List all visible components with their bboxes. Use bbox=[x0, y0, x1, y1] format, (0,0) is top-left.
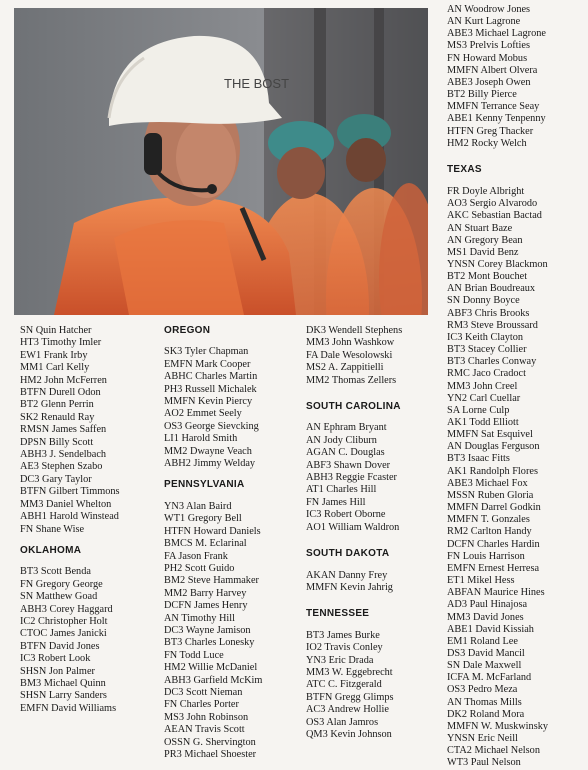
roster-name: AN Douglas Ferguson bbox=[447, 441, 540, 453]
roster-name: EMFN David Williams bbox=[20, 702, 117, 714]
roster-name: SN Matthew Goad bbox=[20, 591, 98, 603]
roster-name: WT3 Paul Nelson bbox=[447, 757, 521, 769]
roster-name: AO1 William Waldron bbox=[306, 521, 400, 533]
roster-name: HM2 Willie McDaniel bbox=[164, 662, 258, 674]
roster-name: FA Jason Frank bbox=[164, 550, 228, 562]
roster-name: DCFN Charles Hardin bbox=[447, 538, 540, 550]
state-heading-oklahoma: OKLAHOMA bbox=[20, 544, 82, 556]
roster-name: ABH3 J. Sendelbach bbox=[20, 449, 107, 461]
roster-name: BM3 Michael Quinn bbox=[20, 677, 106, 689]
roster-name: ICFA M. McFarland bbox=[447, 672, 532, 684]
column-1 bbox=[20, 325, 120, 715]
roster-name: PH2 Scott Guido bbox=[164, 562, 235, 574]
roster-name: DC3 Scott Nieman bbox=[164, 686, 243, 698]
roster-name: MMFN Kevin Piercy bbox=[164, 396, 253, 408]
roster-name: MMFN Albert Olvera bbox=[447, 64, 538, 76]
roster-name: BTFN Durell Odon bbox=[20, 387, 101, 399]
roster-name: MS1 David Benz bbox=[447, 246, 519, 258]
roster-name: IC2 Christopher Holt bbox=[20, 615, 108, 627]
roster-name: DK2 Roland Mora bbox=[447, 708, 525, 720]
roster-name: AN Stuart Baze bbox=[447, 222, 513, 234]
roster-name: HTFN Howard Daniels bbox=[164, 525, 261, 537]
roster-name: RMSN James Saffen bbox=[20, 424, 107, 436]
roster-name: FN James Hill bbox=[306, 496, 366, 508]
roster-name: IC3 Robert Oborne bbox=[306, 509, 386, 521]
roster-name: EMFN Mark Cooper bbox=[164, 358, 251, 370]
roster-name: HM2 John McFerren bbox=[20, 374, 107, 386]
roster-name: MM2 Dwayne Veach bbox=[164, 445, 252, 457]
roster-name: AE3 Stephen Szabo bbox=[20, 461, 103, 473]
roster-name: AGAN C. Douglas bbox=[306, 447, 385, 459]
roster-name: QM3 Kevin Johnson bbox=[306, 728, 392, 740]
roster-name: YN3 Alan Baird bbox=[164, 500, 232, 512]
roster-name: ABH3 Garfield McKim bbox=[164, 674, 263, 686]
roster-name: FN Todd Luce bbox=[164, 649, 224, 661]
roster-name: ABE3 Michael Fox bbox=[447, 477, 528, 489]
roster-name: MMFN Sat Esquivel bbox=[447, 429, 533, 441]
roster-name: DS3 David Mancil bbox=[447, 647, 525, 659]
roster-name: AD3 Paul Hinajosa bbox=[447, 599, 528, 611]
roster-name: IO2 Travis Conley bbox=[306, 642, 383, 654]
roster-name: CTA2 Michael Nelson bbox=[447, 745, 540, 757]
roster-name: DC3 Wayne Jamison bbox=[164, 624, 251, 636]
roster-name: BT3 James Burke bbox=[306, 629, 380, 641]
roster-name: SN Quin Hatcher bbox=[20, 325, 92, 336]
roster-name: MS2 A. Zappitielli bbox=[306, 362, 384, 374]
column-4 bbox=[447, 4, 548, 770]
roster-name: ABFAN Maurice Hines bbox=[447, 587, 545, 599]
roster-name: ABH3 Corey Haggard bbox=[20, 603, 113, 615]
roster-name: CTOC James Janicki bbox=[20, 628, 107, 640]
roster-name: RMC Jaco Cradoct bbox=[447, 368, 526, 380]
roster-name: AKAN Danny Frey bbox=[306, 569, 388, 581]
state-heading-oregon: OREGON bbox=[164, 325, 211, 336]
roster-name: YNSN Corey Blackmon bbox=[447, 258, 548, 270]
roster-name: BMCS M. Eclarinal bbox=[164, 538, 247, 550]
roster-name: ABH2 Jimmy Welday bbox=[164, 458, 256, 470]
roster-name: AK1 Todd Elliott bbox=[447, 417, 519, 428]
roster-name: BTFN Gilbert Timmons bbox=[20, 486, 120, 498]
roster-name: MM3 John Creel bbox=[447, 380, 518, 392]
roster-name: OS3 Pedro Meza bbox=[447, 684, 518, 696]
roster-name: MM3 John Washkow bbox=[306, 337, 395, 349]
roster-name: PH3 Russell Michalek bbox=[164, 383, 257, 395]
roster-name: MM2 Barry Harvey bbox=[164, 587, 247, 599]
helmet-text: THE BOST bbox=[224, 76, 290, 91]
roster-name: HTFN Greg Thacker bbox=[447, 125, 534, 137]
roster-name: AT1 Charles Hill bbox=[306, 484, 377, 496]
roster-name: MMFN Darrel Godkin bbox=[447, 502, 541, 514]
roster-name: FN Louis Harrison bbox=[447, 550, 525, 562]
roster-name: AN Brian Boudreaux bbox=[447, 283, 536, 295]
state-heading-texas: TEXAS bbox=[447, 163, 482, 175]
roster-name: DCFN James Henry bbox=[164, 600, 248, 612]
roster-name: YN2 Carl Cuellar bbox=[447, 392, 521, 404]
roster-name: SN Dale Maxwell bbox=[447, 660, 522, 672]
column-3 bbox=[306, 325, 402, 741]
roster-name: WT1 Gregory Bell bbox=[164, 513, 242, 525]
roster-name: AEAN Travis Scott bbox=[164, 724, 245, 736]
roster-name: BT2 Mont Bouchet bbox=[447, 271, 528, 283]
roster-name: OSSN G. Shervington bbox=[164, 736, 256, 748]
roster-name: DPSN Billy Scott bbox=[20, 436, 94, 448]
roster-name: SK3 Tyler Chapman bbox=[164, 346, 249, 358]
roster-name: AC3 Andrew Hollie bbox=[306, 704, 389, 716]
roster-name: SN Donny Boyce bbox=[447, 295, 520, 307]
roster-name: OS3 Alan Jamros bbox=[306, 716, 379, 728]
roster-name: RM3 Steve Broussard bbox=[447, 319, 538, 331]
roster-name: MMFN Kevin Jahrig bbox=[306, 581, 393, 593]
roster-name: BM2 Steve Hammaker bbox=[164, 575, 259, 587]
roster-name: MMFN Terrance Seay bbox=[447, 101, 540, 113]
roster-name: MS3 Prelvis Lofties bbox=[447, 40, 530, 52]
roster-name: SHSN Jon Palmer bbox=[20, 665, 95, 677]
roster-name: AO2 Emmet Seely bbox=[164, 408, 242, 420]
roster-name: BT2 Billy Pierce bbox=[447, 89, 517, 101]
roster-name: ABE1 David Kissiah bbox=[447, 623, 534, 635]
roster-name: ABF3 Shawn Dover bbox=[306, 459, 391, 471]
roster-name: FR Doyle Albright bbox=[447, 186, 525, 198]
roster-name: AO3 Sergio Alvarodo bbox=[447, 198, 538, 210]
roster-name: SHSN Larry Sanders bbox=[20, 690, 107, 702]
roster-name: FA Dale Wesolowski bbox=[306, 349, 393, 361]
roster-name: ABE1 Kenny Tenpenny bbox=[447, 113, 546, 125]
roster-name: IC3 Robert Look bbox=[20, 653, 91, 665]
state-heading-south-dakota: SOUTH DAKOTA bbox=[306, 548, 390, 560]
roster-name: BT3 Isaac Fitts bbox=[447, 453, 510, 465]
sailors-photo bbox=[14, 8, 428, 315]
roster-name: YNSN Eric Neill bbox=[447, 733, 518, 745]
roster-name: ABH1 Harold Winstead bbox=[20, 511, 119, 523]
roster-name: AK1 Randolph Flores bbox=[447, 465, 538, 477]
roster-name: AKC Sebastian Bactad bbox=[447, 210, 542, 222]
roster-name: BTFN Gregg Glimps bbox=[306, 691, 394, 703]
roster-name: EM1 Roland Lee bbox=[447, 635, 518, 647]
roster-name: FN Shane Wise bbox=[20, 523, 85, 535]
roster-name: LI1 Harold Smith bbox=[164, 433, 238, 445]
roster-name: HM2 Rocky Welch bbox=[447, 137, 527, 149]
roster-name: ABE3 Joseph Owen bbox=[447, 76, 531, 88]
roster-name: AN Thomas Mills bbox=[447, 696, 522, 708]
roster-name: DK3 Wendell Stephens bbox=[306, 325, 403, 336]
roster-name: MM3 Daniel Whelton bbox=[20, 498, 112, 510]
roster-name: BT3 Stacey Collier bbox=[447, 344, 527, 356]
roster-name: ET1 Mikel Hess bbox=[447, 575, 515, 587]
roster-name: MM3 David Jones bbox=[447, 611, 524, 623]
roster-name: AN Gregory Bean bbox=[447, 234, 523, 246]
roster-name: EMFN Ernest Herresa bbox=[447, 562, 540, 574]
roster-name: MMFN T. Gonzales bbox=[447, 514, 530, 526]
roster-name: AN Kurt Lagrone bbox=[447, 16, 521, 28]
roster-name: ATC C. Fitzgerald bbox=[306, 679, 382, 691]
roster-name: MSSN Ruben Gloria bbox=[447, 489, 534, 501]
roster-name: EW1 Frank Irby bbox=[20, 349, 88, 361]
roster-name: FN Gregory George bbox=[20, 578, 103, 590]
roster-name: PR3 Michael Shoester bbox=[164, 749, 257, 760]
roster-name: AN Woodrow Jones bbox=[447, 4, 531, 15]
roster-name: AN Ephram Bryant bbox=[306, 422, 387, 434]
roster-name: MM3 W. Eggebrecht bbox=[306, 666, 393, 678]
roster-name: ABE3 Michael Lagrone bbox=[447, 28, 546, 40]
roster-name: HT3 Timothy Imler bbox=[20, 337, 102, 349]
roster-name: DC3 Gary Taylor bbox=[20, 473, 92, 485]
roster-name: BT2 Glenn Perrin bbox=[20, 399, 94, 411]
roster-name: ABF3 Chris Brooks bbox=[447, 307, 530, 319]
state-heading-tennessee: TENNESSEE bbox=[306, 608, 370, 620]
roster-name: OS3 George Sievcking bbox=[164, 420, 259, 432]
roster-name: BT3 Scott Benda bbox=[20, 566, 91, 578]
roster-name: SA Lorne Culp bbox=[447, 404, 510, 416]
roster-name: MM2 Thomas Zellers bbox=[306, 374, 397, 386]
roster-name: IC3 Keith Clayton bbox=[447, 331, 524, 343]
roster-name: ABH3 Reggie Fcaster bbox=[306, 472, 397, 484]
roster-name: YN3 Eric Drada bbox=[306, 654, 374, 666]
column-2 bbox=[164, 325, 262, 761]
roster-name: BTFN David Jones bbox=[20, 640, 100, 652]
roster-name: BT3 Charles Lonesky bbox=[164, 637, 255, 649]
sailors-photo-illustration bbox=[14, 8, 428, 315]
roster-name: AN Jody Cliburn bbox=[306, 434, 377, 446]
roster-name: MM1 Carl Kelly bbox=[20, 362, 90, 374]
roster-name: AN Timothy Hill bbox=[164, 612, 235, 624]
roster-name: FN Howard Mobus bbox=[447, 52, 528, 64]
roster-name: FN Charles Porter bbox=[164, 699, 239, 711]
roster-name: MS3 John Robinson bbox=[164, 711, 249, 723]
roster-name: BT3 Charles Conway bbox=[447, 356, 537, 368]
roster-name: RM2 Carlton Handy bbox=[447, 526, 532, 538]
roster-name: MMFN W. Muskwinsky bbox=[447, 720, 548, 732]
roster-name: SK2 Renauld Ray bbox=[20, 411, 95, 423]
state-heading-pennsylvania: PENNSYLVANIA bbox=[164, 479, 245, 491]
roster-name: ABHC Charles Martin bbox=[164, 371, 258, 383]
state-heading-south-carolina: SOUTH CAROLINA bbox=[306, 401, 401, 413]
